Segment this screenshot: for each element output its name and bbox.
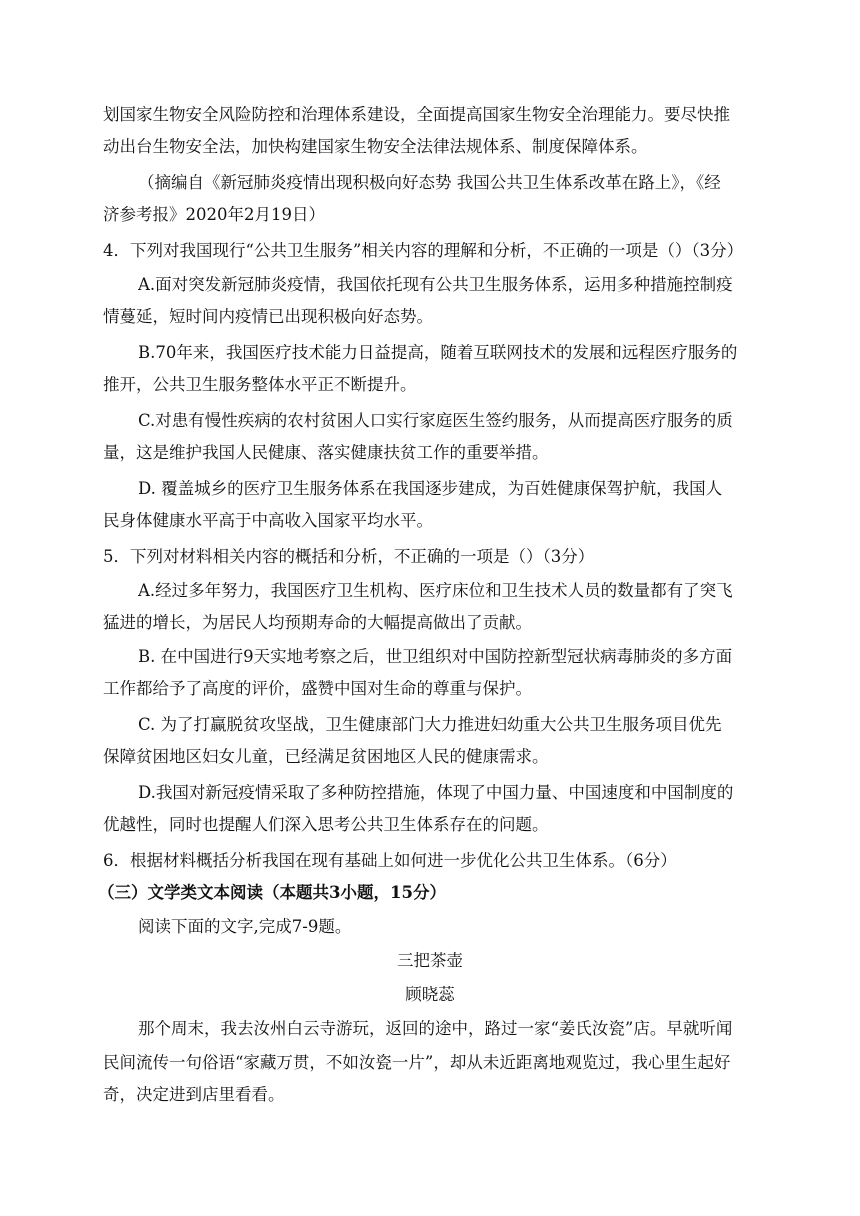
option-4a-cont: 情蔓延，短时间内疫情已出现积极向好态势。 xyxy=(103,307,433,326)
option-4c: C.对患有慢性疾病的农村贫困人口实行家庭医生签约服务，从而提高医疗服务的质 xyxy=(138,411,733,430)
story-paragraph-cont: 奇，决定进到店里看看。 xyxy=(103,1085,285,1104)
option-5a: A.经过多年努力，我国医疗卫生机构、医疗床位和卫生技术人员的数量都有了突飞 xyxy=(138,581,733,600)
question-4: 4．下列对我国现行“公共卫生服务”相关内容的理解和分析，不正确的一项是（）（3分） xyxy=(103,241,744,260)
option-5d-cont: 优越性，同时也提醒人们深入思考公共卫生体系存在的问题。 xyxy=(103,815,549,834)
option-4d-cont: 民身体健康水平高于中高收入国家平均水平。 xyxy=(103,511,433,530)
option-5b: B. 在中国进行9天实地考察之后，世卫组织对中国防控新型冠状病毒肺炎的多方面 xyxy=(138,647,733,666)
story-title: 三把茶壶 xyxy=(397,951,463,970)
option-5c-cont: 保障贫困地区妇女儿童，已经满足贫困地区人民的健康需求。 xyxy=(103,747,549,766)
question-6: 6．根据材料概括分析我国在现有基础上如何进一步优化公共卫生体系。（6分） xyxy=(103,851,677,870)
story-paragraph-cont: 民间流传一句俗语“家藏万贯，不如汝瓷一片”，却从未近距离地观览过，我心里生起好 xyxy=(103,1053,731,1072)
question-5: 5．下列对材料相关内容的概括和分析，不正确的一项是（）（3分） xyxy=(103,547,595,566)
section-heading: （三）文学类文本阅读（本题共3小题，15分） xyxy=(98,883,446,902)
option-5d: D.我国对新冠疫情采取了多种防控措施，体现了中国力量、中国速度和中国制度的 xyxy=(138,783,734,802)
option-5b-cont: 工作都给予了高度的评价，盛赞中国对生命的尊重与保护。 xyxy=(103,679,532,698)
option-4a: A.面对突发新冠肺炎疫情，我国依托现有公共卫生服务体系，运用多种措施控制疫 xyxy=(138,275,733,294)
reading-instruction: 阅读下面的文字,完成7-9题。 xyxy=(138,917,352,936)
citation-line: （摘编自《新冠肺炎疫情出现积极向好态势 我国公共卫生体系改革在路上》，《经 xyxy=(138,173,721,192)
option-5a-cont: 猛进的增长，为居民人均预期寿命的大幅提高做出了贡献。 xyxy=(103,613,532,632)
option-4b: B.70年来，我国医疗技术能力日益提高，随着互联网技术的发展和远程医疗服务的 xyxy=(138,343,738,362)
option-4d: D. 覆盖城乡的医疗卫生服务体系在我国逐步建成，为百姓健康保驾护航，我国人 xyxy=(138,479,723,498)
option-4b-cont: 推开，公共卫生服务整体水平正不断提升。 xyxy=(103,375,417,394)
option-4c-cont: 量，这是维护我国人民健康、落实健康扶贫工作的重要举措。 xyxy=(103,443,549,462)
paragraph-line: 划国家生物安全风险防控和治理体系建设，全面提高国家生物安全治理能力。要尽快推 xyxy=(103,105,730,124)
paragraph-line: 动出台生物安全法，加快构建国家生物安全法律法规体系、制度保障体系。 xyxy=(103,137,648,156)
citation-line: 济参考报》2020年2月19日） xyxy=(103,205,325,224)
story-author: 顾晓蕊 xyxy=(405,985,455,1004)
option-5c: C. 为了打赢脱贫攻坚战，卫生健康部门大力推进妇幼重大公共卫生服务项目优先 xyxy=(138,715,722,734)
story-paragraph: 那个周末，我去汝州白云寺游玩，返回的途中，路过一家“姜氏汝瓷”店。早就听闻 xyxy=(138,1019,733,1038)
